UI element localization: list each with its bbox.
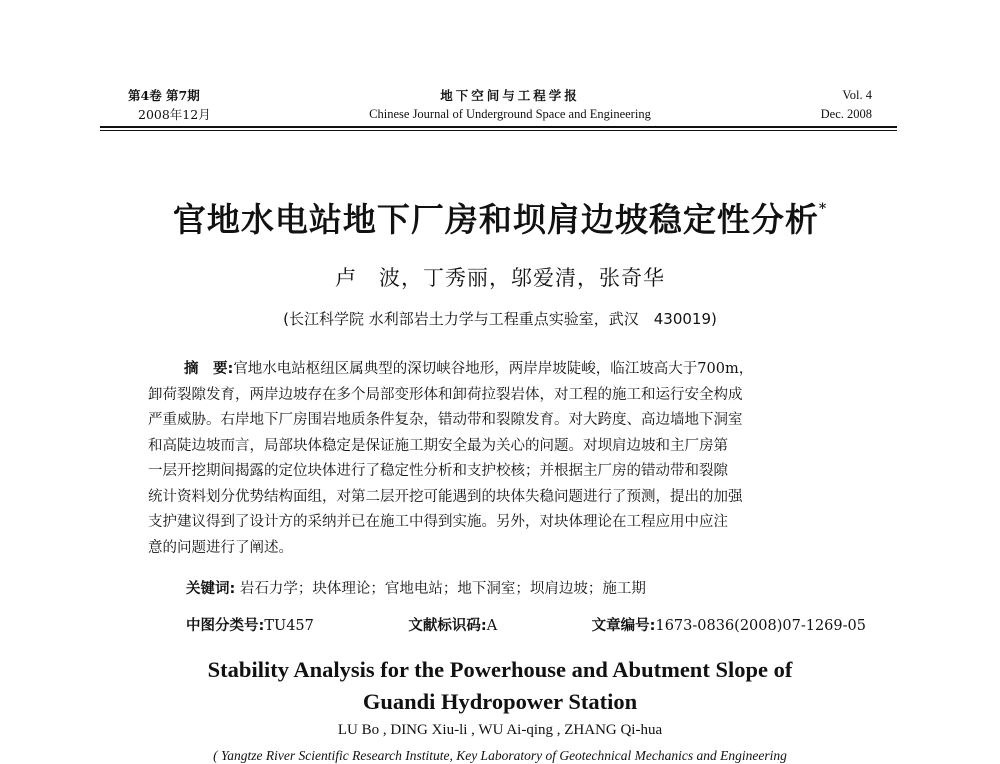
keywords-label: 关键词:	[186, 581, 236, 597]
abstract-line: 和高陡边坡而言，局部块体稳定是保证施工期安全最为关心的问题。对坝肩边坡和主厂房第	[148, 437, 728, 454]
volume-en: Vol. 4	[842, 88, 872, 102]
abstract-label: 摘 要:	[184, 361, 234, 377]
abstract-line: 统计资料划分优势结构面组，对第二层开挖可能遇到的块体失稳问题进行了预测，提出的加强	[148, 488, 743, 505]
date-en: Dec. 2008	[820, 107, 872, 121]
abstract-line: 支护建议得到了设计方的采纳并已在施工中得到实施。另外，对块体理论在工程应用中应注	[148, 514, 728, 530]
header-rule-thick	[100, 126, 897, 128]
article-value: 1673-0836(2008)07-1269-05	[655, 618, 866, 634]
keywords-text: 岩石力学；块体理论；官地电站；地下洞室；坝肩边坡；施工期	[239, 581, 646, 597]
abstract-text: 官地水电站枢纽区属典型的深切峡谷地形，两岸岸坡陡峻，临江坡高大于700m，	[233, 361, 754, 377]
clc-value: TU457	[264, 618, 314, 634]
journal-name-en: Chinese Journal of Underground Space and Engineering	[369, 107, 651, 121]
doc-label: 文献标识码:	[408, 618, 487, 634]
abstract-line: 一层开挖期间揭露的定位块体进行了稳定性分析和支护校核；并根据主厂房的错动带和裂隙	[148, 463, 728, 479]
journal-name-cn: 地下空间与工程学报	[440, 88, 580, 103]
classification-row	[186, 614, 866, 635]
abstract-line: 意的问题进行了阐述。	[148, 539, 293, 556]
clc-code	[186, 614, 314, 635]
article-number	[592, 614, 866, 635]
paper-title	[0, 194, 1000, 241]
date-cn: 2008年12月	[138, 107, 211, 122]
clc-label: 中图分类号:	[186, 618, 265, 634]
abstract-line: 卸荷裂隙发育，两岸边坡存在多个局部变形体和卸荷拉裂岩体，对工程的施工和运行安全构成	[148, 386, 743, 403]
header-center	[300, 86, 720, 124]
header-rule-thin	[100, 130, 897, 131]
keywords	[186, 577, 646, 598]
article-label: 文章编号:	[591, 618, 656, 634]
affiliation-cn: (长江科学院 水利部岩土力学与工程重点实验室，武汉 430019)	[283, 310, 717, 328]
english-affiliation: ( Yangtze River Scientific Research Institute, Key Laboratory of Geotechnical Mechanics and Engineering	[213, 748, 787, 763]
header-right	[821, 86, 872, 124]
authors-cn: 卢 波，丁秀丽，邬爱清，张奇华	[335, 266, 665, 290]
doc-value: A	[486, 618, 498, 634]
paper-title-text: 官地水电站地下厂房和坝肩边坡稳定性分析	[172, 200, 819, 239]
title-footnote-marker: *	[818, 201, 828, 217]
document-code	[408, 614, 497, 635]
abstract-line: 严重威胁。右岸地下厂房围岩地质条件复杂，错动带和裂隙发育。对大跨度、高边墙地下洞室	[148, 412, 743, 428]
english-title-line: Stability Analysis for the Powerhouse and Abutment Slope of	[207, 657, 793, 682]
volume-issue: 第4卷 第7期	[128, 88, 200, 103]
english-authors: LU Bo , DING Xiu-li , WU Ai-qing , ZHANG Qi-hua	[337, 722, 663, 738]
english-title	[0, 654, 1000, 718]
abstract-line	[148, 357, 860, 383]
header-left	[128, 86, 211, 124]
english-title-line: Guandi Hydropower Station	[362, 689, 638, 714]
abstract	[148, 357, 860, 561]
